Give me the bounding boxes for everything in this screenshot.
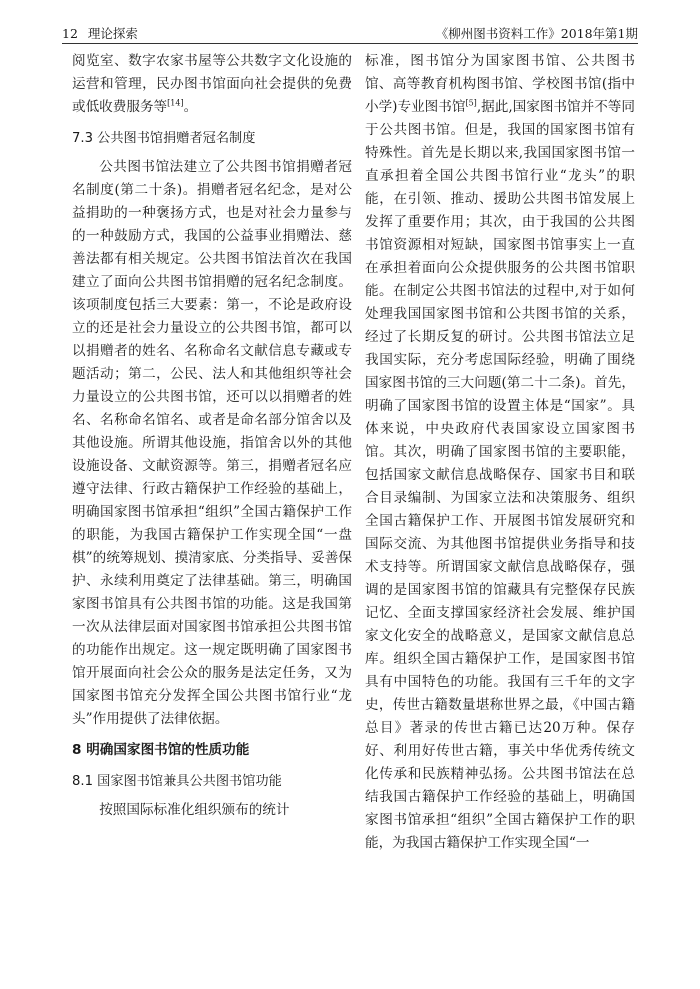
page-header <box>62 20 638 42</box>
heading-8: 8 明确国家图书馆的性质功能 <box>72 742 250 758</box>
journal-title: 《柳州图书资料工作》2018年第1期 <box>435 26 638 41</box>
reference-mark: [14] <box>167 98 184 108</box>
page-number: 12 <box>62 26 78 41</box>
paragraph-text-a: 标准，图书馆分为国家图书馆、公共图书馆、高等教育机构图书馆、学校图书馆(指中小学)专业图书馆 <box>365 53 635 115</box>
paragraph-standard: 按照国际标准化组织颁布的统计 <box>99 802 290 818</box>
paragraph-continued <box>72 50 352 119</box>
reference-mark: [5] <box>465 98 477 108</box>
header-left <box>62 24 144 42</box>
heading-8-1: 8.1 国家图书馆兼具公共图书馆功能 <box>72 774 282 789</box>
paragraph-text: 阅览室、数字农家书屋等公共数字文化设施的运营和管理，民办图书馆面向社会提供的免费或低收费服务等 <box>72 53 352 115</box>
paragraph-text-b: ,据此,国家图书馆并不等同于公共图书馆。但是，我国的国家图书馆有特殊性。首先是长期以来,我国国家图书馆一直承担着全国公共图书馆行业“龙头”的职能，在引领、推动、援助公共图书馆发展上发挥了重要作用；其次，由于我国的公共图书馆资源相对短缺，国家图书馆事实上一直在承担着面向公众提供服务的公共图书馆职能。在制定公共图书馆法的过程中,对于如何处理我国国家图书馆和公共图书馆的关系，经过了长期反复的研讨。公共图书馆法立足我国实际，充分考虑国际经验，明确了围绕国家图书馆的三大问题(第二十二条)。首先，明确了国家图书馆的设置主体是“国家”。具体来说，中央政府代表国家设立国家图书馆。其次，明确了国家图书馆的主要职能，包括国家文献信息战略保存、国家书目和联合目录编制、为国家立法和决策服务、组织全国古籍保护工作、开展图书馆发展研究和国际交流、为其他图书馆提供业务指导和技术支持等。所谓国家文献信息战略保存，强调的是国家图书馆的馆藏具有完整保存民族记忆、全面支撑国家经济社会发展、维护国家文化安全的战略意义，是国家文献信息总库。组织全国古籍保护工作，是国家图书馆具有中国特色的功能。我国有三千年的文字史，传世古籍数量堪称世界之最，《中国古籍总目》著录的传世古籍已达20万种。保存好、利用好传世古籍，事关中华优秀传统文化传承和民族精神弘扬。公共图书馆法在总结我国古籍保护工作经验的基础上，明确国家图书馆承担“组织”全国古籍保护工作的职能，为我国古籍保护工作实现全国“一 <box>365 99 635 851</box>
paragraph-donor-naming: 公共图书馆法建立了公共图书馆捐赠者冠名制度(第二十条)。捐赠者冠名纪念，是对公益捐助的一种褒扬方式，也是对社会力量参与的一种鼓励方式，我国的公益事业捐赠法、慈善法都有相关规定。公共图书馆法首次在我国建立了面向公共图书馆捐赠的冠名纪念制度。该项制度包括三大要素：第一，不论是政府设立的还是社会力量设立的公共图书馆，都可以以捐赠者的姓名、名称命名文献信息专藏或专题活动；第二，公民、法人和其他组织等社会力量设立的公共图书馆，还可以以捐赠者的姓名、名称命名馆名、或者是命名部分馆舍以及其他设施。所谓其他设施，指馆舍以外的其他设施设备、文献资源等。第三，捐赠者冠名应遵守法律、行政古籍保护工作经验的基础上，明确国家图书馆承担“组织”全国古籍保护工作的职能，为我国古籍保护工作实现全国“一盘棋”的统筹规划、摸清家底、分类指导、妥善保护、永续利用奠定了法律基础。第三，明确国家图书馆具有公共图书馆的功能。这是我国第一次从法律层面对国家图书馆承担公共图书馆的功能作出规定。这一规定既明确了国家图书馆开展面向社会公众的服务是法定任务，又为国家图书馆充分发挥全国公共图书馆行业“龙头”作用提供了法律依据。 <box>72 159 352 727</box>
left-column <box>72 50 352 822</box>
paragraph-national-library <box>365 50 635 855</box>
right-column <box>365 50 635 855</box>
paragraph-end: 。 <box>183 99 198 115</box>
header-rule <box>62 43 638 44</box>
section-title: 理论探索 <box>87 26 138 41</box>
heading-7-3: 7.3 公共图书馆捐赠者冠名制度 <box>72 131 256 146</box>
